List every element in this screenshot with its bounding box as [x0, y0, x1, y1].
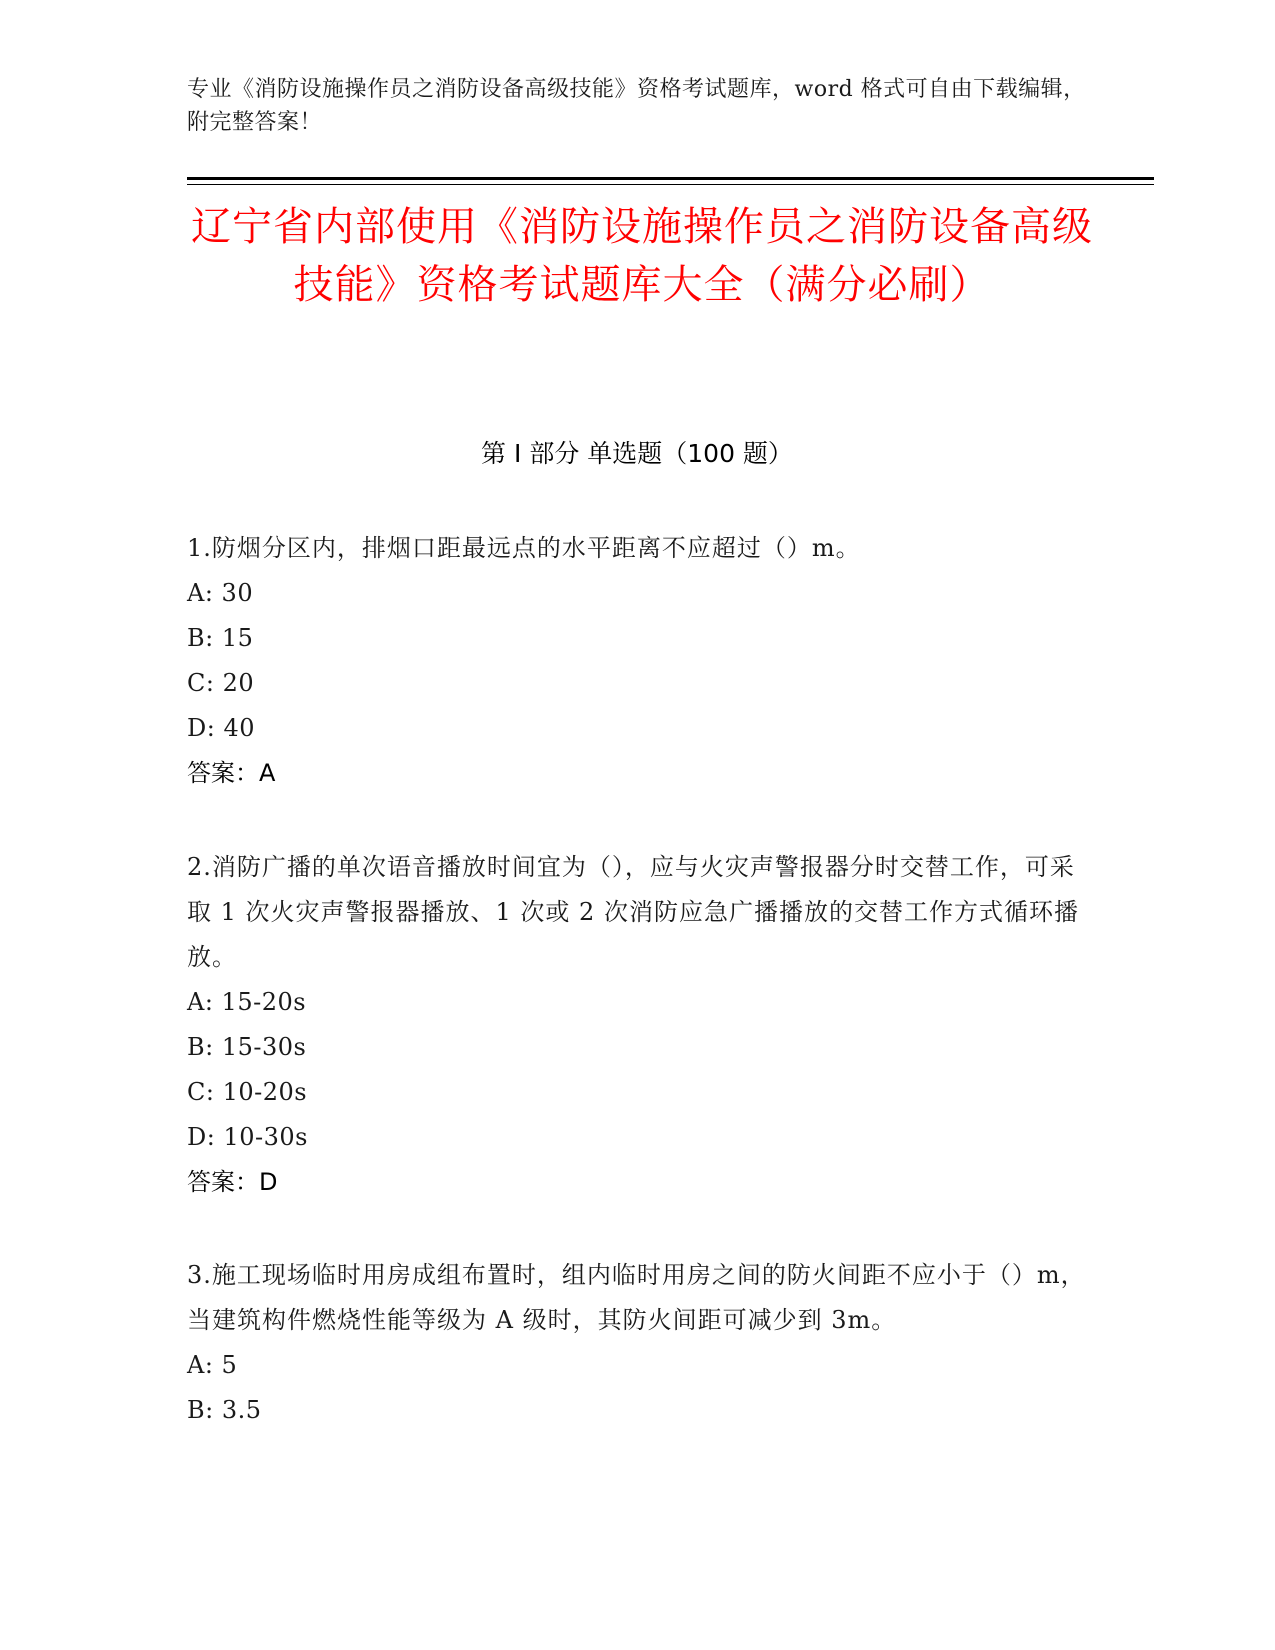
answer: 答案：A — [187, 759, 276, 787]
option-a: A: 30 — [187, 579, 254, 607]
option-c: C: 10-20s — [187, 1078, 308, 1106]
answer: 答案：D — [187, 1168, 278, 1196]
option-d: D: 40 — [187, 714, 255, 742]
question-stem: 1.防烟分区内，排烟口距最远点的水平距离不应超过（）m。 — [187, 534, 861, 562]
question-2 — [187, 845, 1087, 1205]
option-b: B: 15 — [187, 624, 254, 652]
option-d: D: 10-30s — [187, 1123, 308, 1151]
question-3 — [187, 1253, 1087, 1433]
option-c: C: 20 — [187, 669, 255, 697]
option-a: A: 5 — [187, 1351, 238, 1379]
question-stem: 2.消防广播的单次语音播放时间宜为（），应与火灾声警报器分时交替工作，可采取 1 次火灾声警报器播放、1 次或 2 次消防应急广播播放的交替工作方式循环播放。 — [187, 853, 1079, 971]
option-b: B: 15-30s — [187, 1033, 307, 1061]
header-note: 专业《消防设施操作员之消防设备高级技能》资格考试题库，word 格式可自由下载编辑，附完整答案！ — [187, 77, 1086, 135]
document-title: 辽宁省内部使用《消防设施操作员之消防设备高级技能》资格考试题库大全（满分必刷） — [191, 204, 1093, 308]
header-divider-thick — [187, 177, 1154, 180]
question-1 — [187, 526, 1087, 796]
question-stem: 3.施工现场临时用房成组布置时，组内临时用房之间的防火间距不应小于（）m，当建筑构件燃烧性能等级为 A 级时，其防火间距可减少到 3m。 — [187, 1261, 1086, 1334]
option-a: A: 15-20s — [187, 988, 307, 1016]
option-b: B: 3.5 — [187, 1396, 262, 1424]
header-divider-thin — [187, 184, 1154, 185]
section-heading: 第 I 部分 单选题（100 题） — [481, 439, 793, 468]
